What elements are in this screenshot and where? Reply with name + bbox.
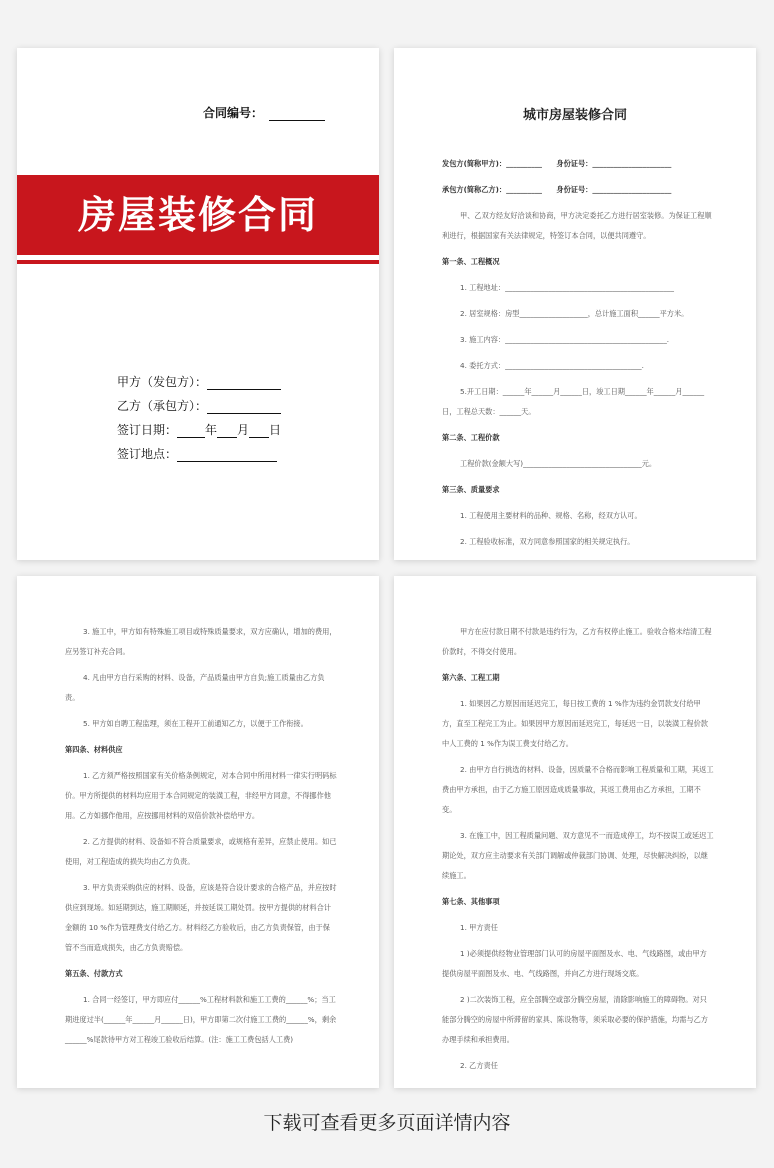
clause: 1. 工程使用主要材料的品种、规格、名称，经双方认可。 [460,511,642,520]
clause: 1. 合同一经签订，甲方即应付______%工程材料款和施工工费的______%；当工期进度过半(______年______月______日)，甲方即第二次付施工工费的______%，剩余______%尾款待甲方对工程竣工验收后结算。(注：施工工费包括人工费) [65,995,337,1044]
section-heading: 第五条、付款方式 [65,969,123,978]
year-label: 年 [205,423,218,437]
page-4-body [442,622,714,1076]
clause: 2. 居室规格：房型___________________，总计施工面积______平方米。 [460,309,689,318]
contract-number-line [269,109,325,121]
sign-date-label: 签订日期： [117,423,178,437]
clause: 5. 甲方如自聘工程监理，须在工程开工前通知乙方，以便于工作衔接。 [83,719,308,728]
section-heading: 第四条、材料供应 [65,745,123,754]
sign-place-line [177,448,277,462]
page-2-body [442,154,714,552]
title-banner [17,175,379,255]
contract-number-label: 合同编号： [203,106,264,120]
party-b-field [117,394,281,418]
clause: 5.开工日期：______年______月______日，竣工日期______年______月______日，工程总天数：______天。 [442,387,705,416]
paragraph: 甲方在应付款日期不付款是违约行为，乙方有权停止施工。验收合格未结清工程价款时，不得交付使用。 [442,627,712,656]
page-3-body [65,622,337,1050]
clause: 2. 乙方提供的材料、设备如不符合质量要求，或规格有差异，应禁止使用。如已使用，对工程造成的损失均由乙方负责。 [65,837,337,866]
clause: 4. 委托方式：______________________________________. [460,361,644,370]
banner-underline [17,260,379,264]
sign-place-label: 签订地点： [117,447,178,461]
party-b-label: 乙方（承包方）： [117,399,208,413]
clause: 3. 在施工中，因工程质量问题、双方意见不一而造成停工，均不按误工或延迟工期论处，双方应主动要求有关部门调解或仲裁部门协调、处理，尽快解决纠纷，以继续施工。 [442,831,714,880]
clause: 1. 乙方须严格按照国家有关价格条例规定，对本合同中所用材料一律实行明码标价。甲方所提供的材料均应用于本合同规定的装潢工程，非经甲方同意，不得挪作他用。乙方如挪作他用，应按挪用材料的双倍价款补偿给甲方。 [65,771,337,820]
year-line [177,424,205,438]
section-heading: 第六条、工程工期 [442,673,500,682]
page-4 [394,576,756,1088]
clause: 4. 凡由甲方自行采购的材料、设备，产品质量由甲方自负;施工质量由乙方负责。 [65,673,325,702]
sign-place-field [117,442,281,466]
clause: 3. 施工中，甲方如有特殊施工项目或特殊质量要求，双方应确认，增加的费用，应另签订补充合同。 [65,627,337,656]
section-heading: 第一条、工程概况 [442,257,500,266]
document-title: 城市房屋装修合同 [522,108,627,123]
section-heading: 第二条、工程价款 [442,433,500,442]
cover-page [17,48,379,560]
month-label: 月 [237,423,250,437]
page-3 [17,576,379,1088]
party-a-line [207,376,281,390]
paragraph: 甲、乙双方经友好洽谈和协商，甲方决定委托乙方进行居室装修。为保证工程顺利进行，根据国家有关法律规定，特签订本合同，以便共同遵守。 [442,211,712,240]
section-heading: 第三条、质量要求 [442,485,500,494]
party-a-label: 甲方（发包方）： [117,375,208,389]
sign-date-field [117,418,281,442]
clause: 1. 甲方责任 [460,923,498,932]
clause: 1 )必须提供经物业管理部门认可的房屋平面图及水、电、气线路图，或由甲方提供房屋平面图及水、电、气线路图，并向乙方进行现场交底。 [442,949,707,978]
page-2 [394,48,756,560]
month-line [217,424,237,438]
cover-fields [117,370,281,466]
line-contractor: 承包方(简称乙方)：__________ 身份证号：______________________ [442,185,672,194]
clause: 工程价款(金额大写)_________________________________元。 [460,459,657,468]
clause: 2 )二次装饰工程，应全部腾空或部分腾空房屋，清除影响施工的障碍物。对只能部分腾空的房屋中所滞留的家具、陈设物等，须采取必要的保护措施，均需与乙方办理手续和承担费用。 [442,995,708,1044]
section-heading: 第七条、其他事项 [442,897,500,906]
clause: 1. 如果因乙方原因而延迟完工，每日按工费的 1 %作为违约金罚款支付给甲方，直至工程完工为止。如果因甲方原因而延迟完工，每延迟一日，以装潢工程价款中人工费的 1 %作为误工费支付给乙方。 [442,699,708,748]
line-employer: 发包方(简称甲方)：__________ 身份证号：______________________ [442,159,672,168]
party-a-field [117,370,281,394]
clause: 1. 工程地址：_______________________________________________ [460,283,674,292]
party-b-line [207,400,281,414]
clause: 2. 乙方责任 [460,1061,498,1070]
download-notice: 下载可查看更多页面详情内容 [263,1112,511,1134]
cover-title: 房屋装修合同 [77,192,318,237]
clause: 2. 由甲方自行挑选的材料、设备，因质量不合格而影响工程质量和工期，其返工费由甲方承担，由于乙方施工原因造成质量事故，其返工费用由乙方承担，工期不变。 [442,765,714,814]
clause: 3. 甲方负责采购供应的材料、设备，应该是符合设计要求的合格产品，并应按时供应到现场。如延期到达，施工期顺延，并按延误工期处罚。按甲方提供的材料合计金额的 10 %作为管理费支付给乙方。材料经乙方验收后，由乙方负责保管，由于保管不当而造成损失，由乙方负责赔偿。 [65,883,337,952]
day-line [249,424,269,438]
clause: 2. 工程验收标准，双方同意参照国家的相关规定执行。 [460,537,635,546]
day-label: 日 [269,423,282,437]
contract-number [203,104,325,121]
clause: 3. 施工内容：_____________________________________________. [460,335,670,344]
